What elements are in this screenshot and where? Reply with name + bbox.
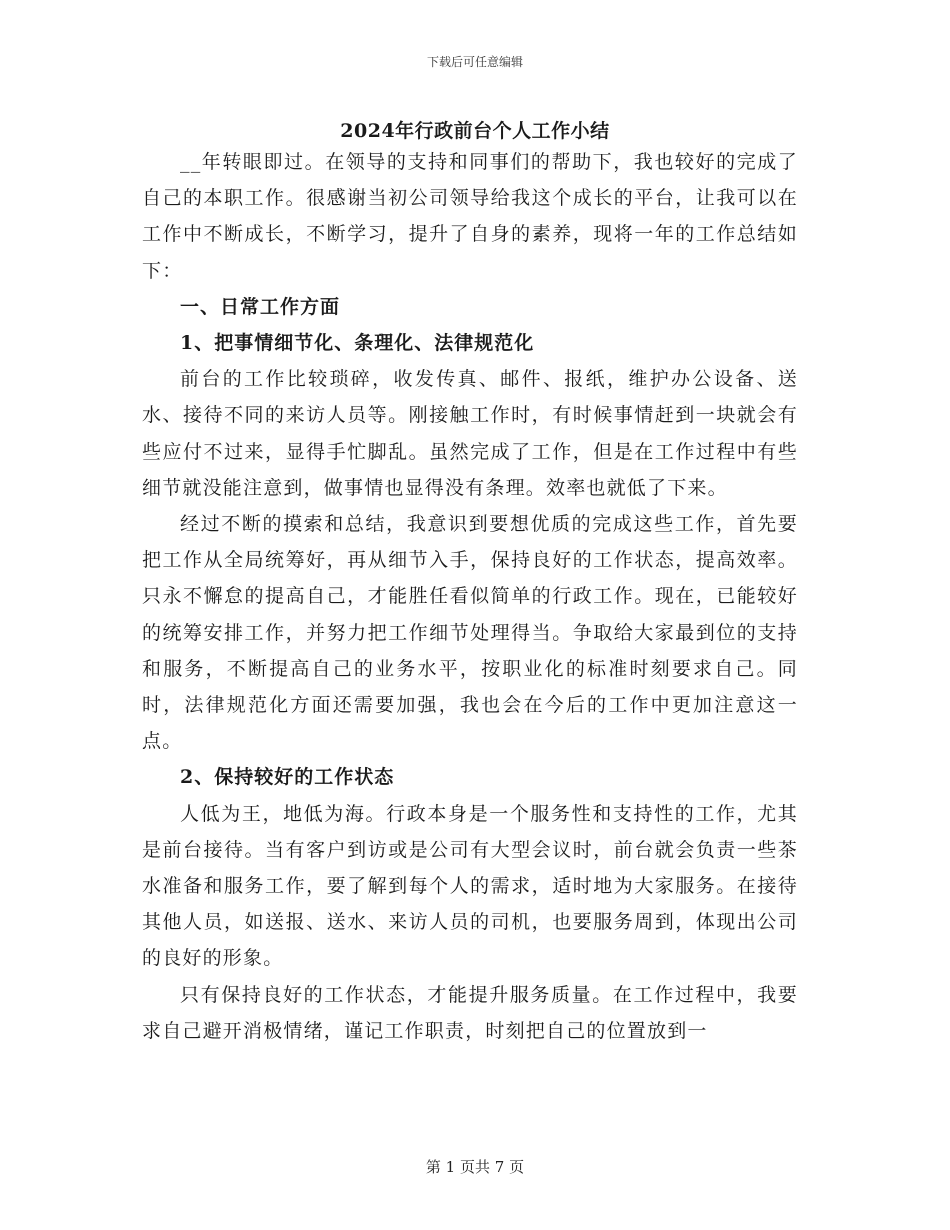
paragraph-front-desk-duties: 前台的工作比较琐碎，收发传真、邮件、报纸，维护办公设备、送水、接待不同的来访人员等。刚接触工作时，有时候事情赶到一块就会有些应付不过来，显得手忙脚乱。虽然完成了工作，但是在工作过程中有些细节就没能注意到，做事情也显得没有条理。效率也就低了下来。 [142, 368, 798, 499]
paragraph-improvement: 经过不断的摸索和总结，我意识到要想优质的完成这些工作，首先要把工作从全局统筹好，再从细节入手，保持良好的工作状态，提高效率。只永不懈怠的提高自己，才能胜任看似简单的行政工作。现在，已能较好的统筹安排工作，并努力把工作细节处理得当。争取给大家最到位的支持和服务，不断提高自己的业务水平，按职业化的标准时刻要求自己。同时，法律规范化方面还需要加强，我也会在今后的工作中更加注意这一点。 [142, 513, 798, 753]
page-footer: 第 1 页共 7 页 [425, 1158, 525, 1176]
document-body [142, 144, 798, 1049]
subheading-detail-orderly: 1、把事情细节化、条理化、法律规范化 [180, 332, 535, 355]
header-note: 下载后可任意编辑 [426, 55, 523, 69]
paragraph-service-role: 人低为王，地低为海。行政本身是一个服务性和支持性的工作，尤其是前台接待。当有客户到访或是公司有大型会议时，前台就会负责一些茶水准备和服务工作，要了解到每个人的需求，适时地为大家服务。在接待其他人员，如送报、送水、来访人员的司机，也要服务周到，体现出公司的良好的形象。 [142, 802, 798, 970]
paragraph-intro: __年转眼即过。在领导的支持和同事们的帮助下，我也较好的完成了自己的本职工作。很感谢当初公司领导给我这个成长的平台，让我可以在工作中不断成长，不断学习，提升了自身的素养，现将一年的工作总结如下： [142, 151, 798, 282]
paragraph-service-quality: 只有保持良好的工作状态，才能提升服务质量。在工作过程中，我要求自己避开消极情绪，谨记工作职责，时刻把自己的位置放到一 [142, 983, 798, 1042]
section-heading-daily-work: 一、日常工作方面 [180, 295, 341, 318]
document-title: 2024年行政前台个人工作小结 [340, 120, 610, 142]
subheading-work-state: 2、保持较好的工作状态 [180, 766, 395, 789]
